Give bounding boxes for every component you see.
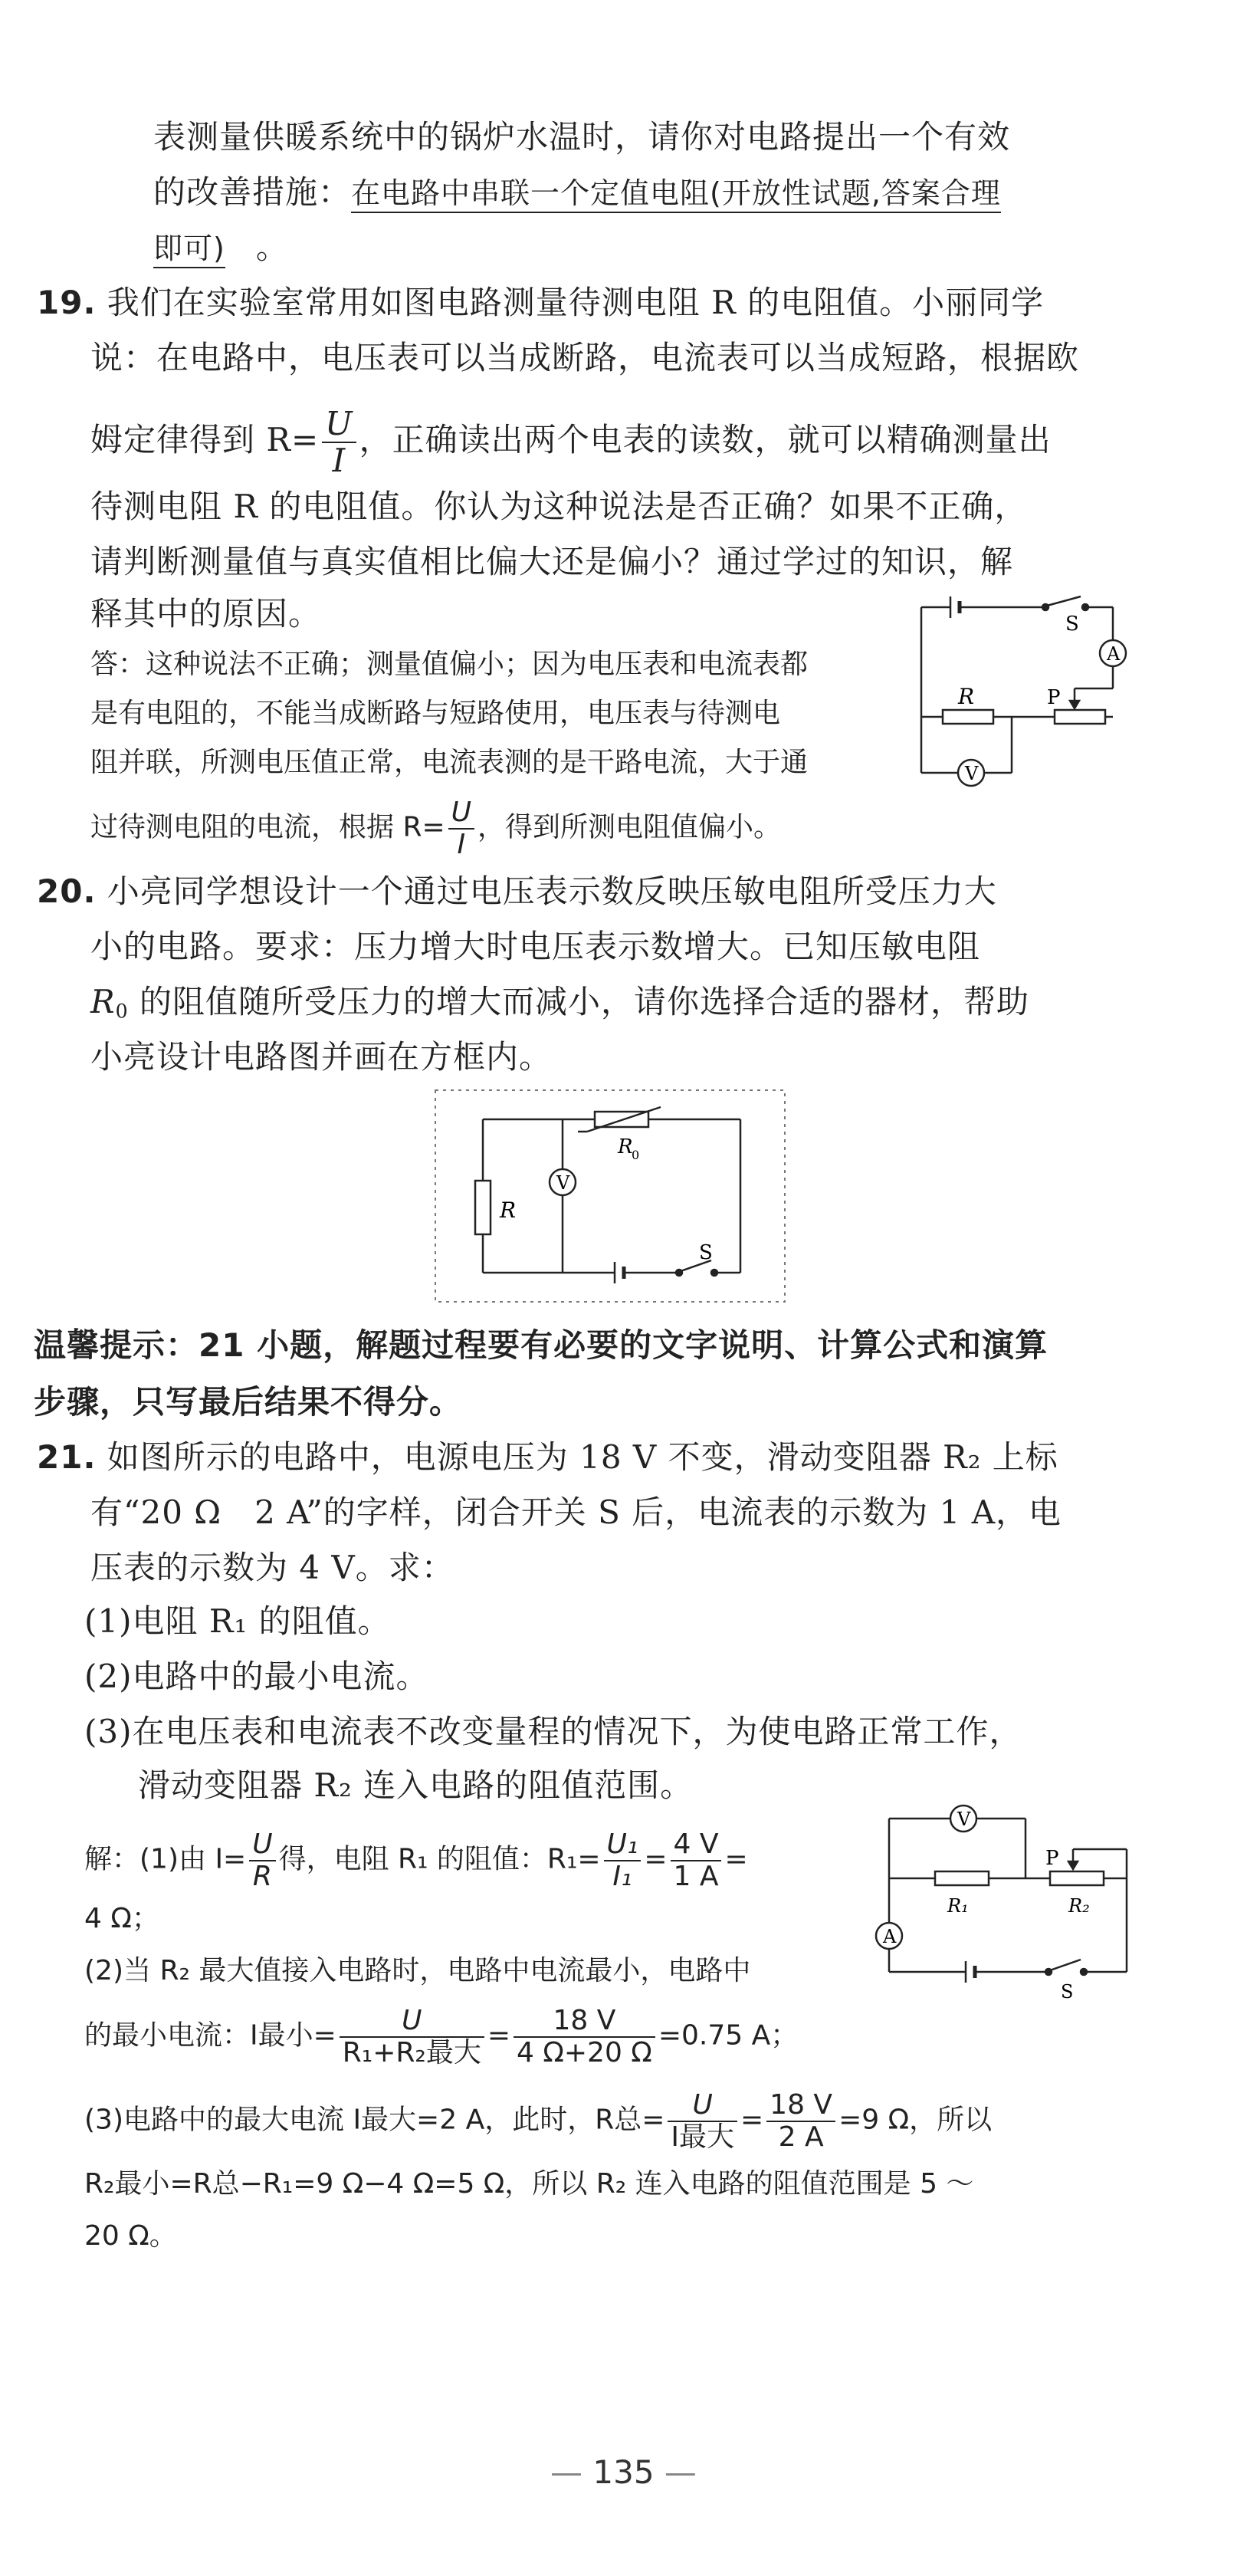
q21-s1-frac2-num: U₁	[604, 1829, 642, 1861]
q21-s1-frac3-den: 1 A	[673, 1860, 719, 1892]
q21-s3-frac2-num: 18 V	[766, 2090, 835, 2122]
q20-line-1	[37, 869, 997, 914]
q19-line-2: 说：在电路中，电压表可以当成断路，电流表可以当成短路，根据欧	[90, 339, 1080, 376]
q21-s1-b: 得，电阻 R₁ 的阻值：R₁=	[278, 1843, 601, 1875]
q19-fig-label-a: A	[1107, 643, 1121, 665]
q19-frac-den: I	[332, 442, 346, 480]
q21-s3-frac2-den: 2 A	[778, 2121, 824, 2153]
q20-fig-label-s: S	[699, 1241, 713, 1264]
q21-s1-frac2	[604, 1829, 642, 1891]
prev-answer-1: 在电路中串联一个定值电阻(开放性试题,答案合理	[351, 176, 1001, 213]
q21-part-3b: 滑动变阻器 R₂ 连入电路的阻值范围。	[138, 1766, 694, 1804]
q21-line-1	[37, 1435, 1058, 1480]
q21-solution-2-line-2	[84, 2006, 798, 2068]
page-number-value: 135	[592, 2453, 655, 2491]
q20-line-4: 小亮设计电路图并画在方框内。	[90, 1038, 553, 1076]
q21-s3-frac1-den: I最大	[671, 2121, 734, 2153]
q21-part-3a: (3)在电压表和电流表不改变量程的情况下，为使电路正常工作，	[84, 1713, 1022, 1750]
q21-s2-frac1-den: R₁+R₂最大	[342, 2036, 481, 2068]
q21-s2-frac2-den: 4 Ω+20 Ω	[517, 2036, 652, 2068]
prev-line-1: 表测量供暖系统中的锅炉水温时，请你对电路提出一个有效	[153, 118, 1011, 156]
q21-s1-frac1-num: U	[249, 1829, 275, 1861]
q19-fig-label-v: V	[965, 763, 979, 784]
q21-fig-label-r2: R₂	[1068, 1895, 1090, 1917]
q19-text-3a: 姆定律得到 R=	[90, 421, 320, 459]
q21-solution-3-line-3: 20 Ω。	[84, 2220, 177, 2252]
prev-line-2	[153, 170, 1001, 215]
q19-text-3b: ，正确读出两个电表的读数，就可以精确测量出	[359, 421, 1052, 459]
q19-number: 19.	[37, 284, 97, 321]
q21-part-1: (1)电阻 R₁ 的阻值。	[84, 1602, 391, 1640]
q21-s1-frac1-den: R	[252, 1860, 272, 1892]
q19-answer-2: 是有电阻的，不能当成断路与短路使用，电压表与待测电	[90, 698, 781, 729]
q20-line-3	[90, 980, 1029, 1033]
q20-number: 20.	[37, 872, 97, 910]
q21-s2-b: =	[487, 2019, 511, 2052]
prev-line-2-prefix: 的改善措施：	[153, 173, 352, 211]
q21-s2-a: 的最小电流：I最小=	[84, 2019, 336, 2052]
q19-line-3	[90, 406, 1052, 478]
prev-line-3	[153, 225, 289, 271]
q21-number: 21.	[37, 1438, 97, 1476]
q19-answer-frac-num: U	[448, 797, 474, 830]
q21-fig-label-p: P	[1045, 1847, 1059, 1870]
q20-line-2: 小的电路。要求：压力增大时电压表示数增大。已知压敏电阻	[90, 928, 981, 965]
q21-line-3: 压表的示数为 4 V。求：	[90, 1549, 454, 1586]
q20-fig-label-v: V	[556, 1172, 570, 1194]
q19-answer-fraction	[448, 797, 474, 859]
q21-fig-label-v: V	[957, 1809, 971, 1830]
page-number: — 135 —	[550, 2453, 697, 2491]
q19-line-1	[37, 281, 1044, 325]
q20-text-1: 小亮同学想设计一个通过电压表示数反映压敏电阻所受压力大	[107, 872, 997, 910]
q21-s1-frac3	[671, 1829, 722, 1891]
q21-s1-frac1	[249, 1829, 275, 1891]
q19-fig-label-r: R	[958, 684, 975, 709]
q19-line-5: 请判断测量值与真实值相比偏大还是偏小？通过学过的知识，解	[90, 543, 1014, 580]
q21-s1-c: =	[644, 1843, 668, 1875]
q19-answer-4	[90, 797, 781, 859]
q19-fraction	[322, 406, 356, 478]
tip-line-1: 温馨提示：21 小题，解题过程要有必要的文字说明、计算公式和演算	[34, 1326, 1048, 1364]
q21-s3-frac1-num: U	[668, 2090, 737, 2122]
q20-fig-label-r: R	[500, 1198, 517, 1223]
q21-solution-2-line-1: (2)当 R₂ 最大值接入电路时，电路中电流最小，电路中	[84, 1955, 751, 1986]
q19-answer-4a: 过待测电阻的电流，根据 R=	[90, 811, 445, 843]
q21-s2-c: =0.75 A；	[658, 2019, 799, 2052]
q21-s3-c: =9 Ω，所以	[838, 2104, 993, 2136]
q21-s1-frac3-num: 4 V	[671, 1829, 722, 1861]
q21-s3-frac2	[766, 2090, 835, 2152]
q19-fig-label-s: S	[1065, 613, 1079, 636]
prev-answer-2: 即可)	[153, 232, 225, 268]
q19-circuit-diagram	[904, 590, 1150, 790]
q21-text-1: 如图所示的电路中，电源电压为 18 V 不变，滑动变阻器 R₂ 上标	[107, 1438, 1058, 1476]
q19-frac-num: U	[322, 406, 356, 443]
q19-answer-3: 阻并联，所测电压值正常，电流表测的是干路电流，大于通	[90, 747, 809, 778]
q21-line-2: 有“20 Ω 2 A”的字样，闭合开关 S 后，电流表的示数为 1 A，电	[90, 1493, 1062, 1531]
q21-s2-frac2	[514, 2006, 655, 2068]
q21-s2-frac1-num: U	[340, 2006, 484, 2038]
q20-text-3b: 的阻值随所受压力的增大而减小，请你选择合适的器材，帮助	[128, 983, 1030, 1020]
q21-solution-3-line-2: R₂最小=R总−R₁=9 Ω−4 Ω=5 Ω，所以 R₂ 连入电路的阻值范围是 5 ～	[84, 2168, 974, 2200]
q21-fig-label-a: A	[883, 1926, 897, 1947]
q21-part-2: (2)电路中的最小电流。	[84, 1658, 429, 1695]
q20-answer-box	[434, 1089, 786, 1303]
q20-fig-label-r0-sub: 0	[632, 1148, 640, 1162]
q21-s3-a: (3)电路中的最大电流 I最大=2 A，此时，R总=	[84, 2104, 665, 2136]
q21-fig-label-s: S	[1061, 1981, 1074, 2001]
q19-line-6: 释其中的原因。	[90, 595, 322, 632]
q21-s1-frac2-den: I₁	[612, 1860, 632, 1892]
q21-s2-frac1	[340, 2006, 484, 2068]
q19-line-4: 待测电阻 R 的电阻值。你认为这种说法是否正确？如果不正确，	[90, 488, 1028, 525]
q19-answer-1: 答：这种说法不正确；测量值偏小；因为电压表和电流表都	[90, 649, 809, 680]
tip-line-2: 步骤，只写最后结果不得分。	[34, 1383, 463, 1421]
q21-solution-3-line-1	[84, 2090, 992, 2152]
q21-s1-a: 解：(1)由 I=	[84, 1843, 247, 1875]
q19-answer-4b: ，得到所测电阻值偏小。	[477, 811, 781, 843]
q21-s3-b: =	[740, 2104, 764, 2136]
q20-fig-label-r0: R	[618, 1135, 633, 1158]
q21-solution-1-line-2: 4 Ω；	[84, 1903, 159, 1934]
q20-r0: R	[90, 983, 116, 1020]
q21-s3-frac1	[668, 2090, 737, 2152]
q19-text-1: 我们在实验室常用如图电路测量待测电阻 R 的电阻值。小丽同学	[107, 284, 1045, 321]
q21-s2-frac2-num: 18 V	[514, 2006, 655, 2038]
q19-answer-frac-den: I	[457, 828, 466, 860]
q20-r0-sub: 0	[115, 1000, 129, 1023]
q21-fig-label-r1: R₁	[947, 1895, 969, 1917]
q19-fig-label-p: P	[1047, 686, 1061, 709]
prev-end: 。	[255, 228, 289, 266]
q21-circuit-diagram	[858, 1794, 1150, 2001]
q21-solution-1	[84, 1829, 748, 1891]
q21-s1-d: =	[724, 1843, 748, 1875]
